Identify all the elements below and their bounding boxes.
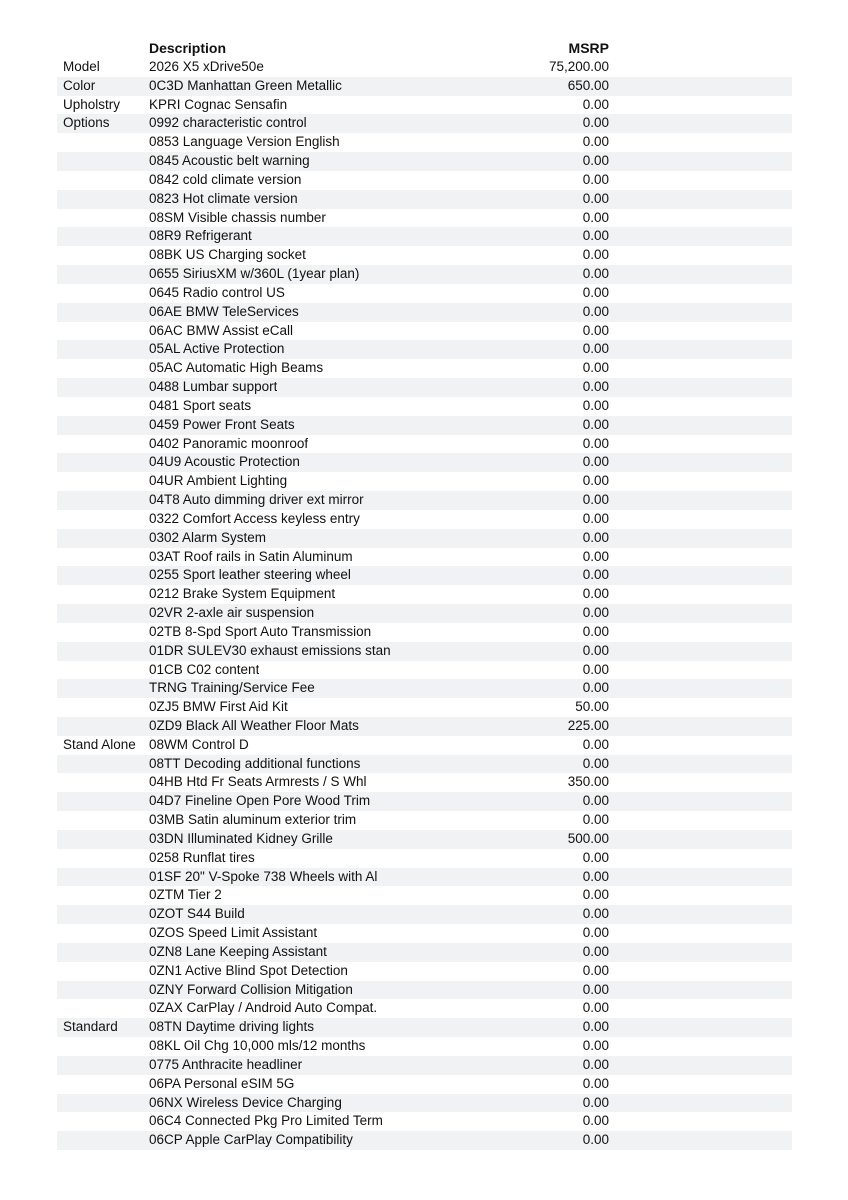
table-row — [57, 152, 792, 171]
table-row — [57, 981, 792, 1000]
msrp-cell: 0.00 — [582, 341, 609, 357]
msrp-cell: 0.00 — [582, 303, 609, 319]
table-row — [57, 529, 792, 548]
table-row — [57, 1037, 792, 1056]
description-cell: 05AL Active Protection — [149, 341, 285, 357]
msrp-cell: 0.00 — [582, 115, 609, 131]
category-cell: Standard — [63, 1019, 118, 1035]
description-cell: 04HB Htd Fr Seats Armrests / S Whl — [149, 774, 367, 790]
description-cell: 0842 cold climate version — [149, 171, 302, 187]
table-row — [57, 472, 792, 491]
description-cell: 0ZD9 Black All Weather Floor Mats — [149, 717, 359, 733]
msrp-cell: 0.00 — [582, 623, 609, 639]
table-row — [57, 1094, 792, 1113]
table-row — [57, 548, 792, 567]
table-row — [57, 246, 792, 265]
table-row — [57, 491, 792, 510]
msrp-cell: 0.00 — [582, 962, 609, 978]
table-row — [57, 755, 792, 774]
msrp-cell: 0.00 — [582, 793, 609, 809]
msrp-cell: 0.00 — [582, 435, 609, 451]
msrp-cell: 0.00 — [582, 567, 609, 583]
msrp-cell: 350.00 — [567, 774, 609, 790]
description-cell: 01SF 20" V-Spoke 738 Wheels with Al — [149, 868, 378, 884]
table-row — [57, 133, 792, 152]
msrp-cell: 0.00 — [582, 247, 609, 263]
description-cell: 06CP Apple CarPlay Compatibility — [149, 1132, 353, 1148]
table-row — [57, 265, 792, 284]
msrp-cell: 0.00 — [582, 492, 609, 508]
msrp-cell: 0.00 — [582, 548, 609, 564]
description-cell: 08SM Visible chassis number — [149, 209, 326, 225]
table-row — [57, 623, 792, 642]
msrp-cell: 0.00 — [582, 397, 609, 413]
description-cell: 06AE BMW TeleServices — [149, 303, 299, 319]
description-cell: 0992 characteristic control — [149, 115, 307, 131]
table-row — [57, 679, 792, 698]
msrp-cell: 0.00 — [582, 1075, 609, 1091]
description-cell: 0ZNY Forward Collision Mitigation — [149, 981, 353, 997]
msrp-cell: 0.00 — [582, 755, 609, 771]
msrp-cell: 0.00 — [582, 981, 609, 997]
table-row — [57, 661, 792, 680]
description-cell: 04UR Ambient Lighting — [149, 473, 288, 489]
description-cell: 0655 SiriusXM w/360L (1year plan) — [149, 266, 360, 282]
description-cell: 05AC Automatic High Beams — [149, 360, 324, 376]
table-row — [57, 698, 792, 717]
table-row — [57, 453, 792, 472]
msrp-cell: 0.00 — [582, 529, 609, 545]
msrp-cell: 0.00 — [582, 605, 609, 621]
description-cell: 0322 Comfort Access keyless entry — [149, 510, 360, 526]
description-cell: 06NX Wireless Device Charging — [149, 1094, 342, 1110]
msrp-cell: 75,200.00 — [548, 59, 609, 74]
msrp-cell: 0.00 — [582, 134, 609, 150]
table-row — [57, 77, 792, 96]
msrp-cell: 0.00 — [582, 228, 609, 244]
msrp-cell: 225.00 — [567, 717, 609, 733]
msrp-cell: 0.00 — [582, 1000, 609, 1016]
description-cell: 04T8 Auto dimming driver ext mirror — [149, 492, 364, 508]
description-cell: 0255 Sport leather steering wheel — [149, 567, 351, 583]
description-cell: 03AT Roof rails in Satin Aluminum — [149, 548, 353, 564]
msrp-cell: 0.00 — [582, 680, 609, 696]
table-row — [57, 284, 792, 303]
description-cell: 2026 X5 xDrive50e — [149, 59, 264, 74]
table-header — [57, 38, 792, 58]
msrp-cell: 0.00 — [582, 887, 609, 903]
description-cell: 03MB Satin aluminum exterior trim — [149, 812, 357, 828]
msrp-cell: 0.00 — [582, 1094, 609, 1110]
table-row — [57, 868, 792, 887]
table-row — [57, 322, 792, 341]
table-row — [57, 58, 792, 77]
description-cell: 0ZAX CarPlay / Android Auto Compat. — [149, 1000, 378, 1016]
msrp-cell: 0.00 — [582, 1038, 609, 1054]
description-cell: 0302 Alarm System — [149, 529, 267, 545]
description-cell: 04U9 Acoustic Protection — [149, 454, 300, 470]
table-row — [57, 924, 792, 943]
options-table-body — [57, 58, 792, 1150]
description-cell: 0ZJ5 BMW First Aid Kit — [149, 699, 288, 715]
table-row — [57, 1131, 792, 1150]
table-row — [57, 943, 792, 962]
table-row — [57, 510, 792, 529]
table-row — [57, 962, 792, 981]
description-cell: 02VR 2-axle air suspension — [149, 605, 315, 621]
description-cell: 06PA Personal eSIM 5G — [149, 1075, 295, 1091]
msrp-cell: 0.00 — [582, 209, 609, 225]
description-cell: 01CB C02 content — [149, 661, 260, 677]
table-row — [57, 736, 792, 755]
description-cell: 0481 Sport seats — [149, 397, 252, 413]
description-cell: 08TN Daytime driving lights — [149, 1019, 315, 1035]
description-cell: KPRI Cognac Sensafin — [149, 96, 288, 112]
table-row — [57, 604, 792, 623]
msrp-cell: 0.00 — [582, 322, 609, 338]
msrp-cell: 0.00 — [582, 96, 609, 112]
msrp-cell: 0.00 — [582, 1056, 609, 1072]
msrp-cell: 0.00 — [582, 416, 609, 432]
description-cell: 04D7 Fineline Open Pore Wood Trim — [149, 793, 371, 809]
table-row — [57, 792, 792, 811]
msrp-cell: 0.00 — [582, 284, 609, 300]
description-cell: TRNG Training/Service Fee — [149, 680, 315, 696]
table-row — [57, 171, 792, 190]
table-row — [57, 378, 792, 397]
category-cell: Model — [63, 59, 100, 74]
msrp-cell: 500.00 — [567, 830, 609, 846]
msrp-cell: 0.00 — [582, 171, 609, 187]
description-cell: 0ZOT S44 Build — [149, 906, 245, 922]
table-row — [57, 359, 792, 378]
msrp-cell: 0.00 — [582, 266, 609, 282]
description-cell: 0823 Hot climate version — [149, 190, 298, 206]
msrp-cell: 0.00 — [582, 1132, 609, 1148]
description-cell: 08WM Control D — [149, 736, 249, 752]
msrp-cell: 650.00 — [567, 77, 609, 93]
description-cell: 0775 Anthracite headliner — [149, 1056, 303, 1072]
table-row — [57, 566, 792, 585]
msrp-cell: 0.00 — [582, 473, 609, 489]
table-row — [57, 416, 792, 435]
table-row — [57, 340, 792, 359]
msrp-column-header: MSRP — [568, 40, 609, 56]
table-row — [57, 905, 792, 924]
description-cell: 08TT Decoding additional functions — [149, 755, 361, 771]
msrp-cell: 0.00 — [582, 379, 609, 395]
description-cell: 0488 Lumbar support — [149, 379, 278, 395]
msrp-cell: 0.00 — [582, 586, 609, 602]
description-cell: 02TB 8-Spd Sport Auto Transmission — [149, 623, 372, 639]
description-cell: 0ZOS Speed Limit Assistant — [149, 925, 318, 941]
msrp-cell: 0.00 — [582, 849, 609, 865]
msrp-cell: 0.00 — [582, 1019, 609, 1035]
table-row — [57, 849, 792, 868]
msrp-cell: 0.00 — [582, 190, 609, 206]
msrp-cell: 0.00 — [582, 510, 609, 526]
category-cell: Upholstry — [63, 96, 121, 112]
category-cell: Options — [63, 115, 110, 131]
description-cell: 0845 Acoustic belt warning — [149, 153, 310, 169]
table-row — [57, 209, 792, 228]
description-cell: 0853 Language Version English — [149, 134, 340, 150]
table-row — [57, 96, 792, 115]
table-row — [57, 303, 792, 322]
table-row — [57, 114, 792, 133]
msrp-cell: 0.00 — [582, 812, 609, 828]
table-row — [57, 717, 792, 736]
description-cell: 08BK US Charging socket — [149, 247, 306, 263]
description-cell: 08R9 Refrigerant — [149, 228, 252, 244]
msrp-cell: 0.00 — [582, 1113, 609, 1129]
table-row — [57, 811, 792, 830]
description-cell: 0C3D Manhattan Green Metallic — [149, 77, 342, 93]
table-row — [57, 435, 792, 454]
description-cell: 0645 Radio control US — [149, 284, 285, 300]
description-column-header: Description — [149, 40, 227, 56]
table-row — [57, 773, 792, 792]
description-cell: 06C4 Connected Pkg Pro Limited Term — [149, 1113, 383, 1129]
msrp-cell: 0.00 — [582, 925, 609, 941]
msrp-cell: 0.00 — [582, 661, 609, 677]
description-cell: 03DN Illuminated Kidney Grille — [149, 830, 333, 846]
msrp-cell: 0.00 — [582, 868, 609, 884]
table-row — [57, 999, 792, 1018]
msrp-cell: 0.00 — [582, 153, 609, 169]
table-row — [57, 1018, 792, 1037]
msrp-cell: 0.00 — [582, 642, 609, 658]
description-cell: 0ZN8 Lane Keeping Assistant — [149, 943, 327, 959]
description-cell: 01DR SULEV30 exhaust emissions stan — [149, 642, 391, 658]
table-row — [57, 642, 792, 661]
msrp-cell: 0.00 — [582, 906, 609, 922]
table-row — [57, 397, 792, 416]
msrp-cell: 0.00 — [582, 736, 609, 752]
table-row — [57, 1056, 792, 1075]
table-row — [57, 886, 792, 905]
msrp-cell: 50.00 — [575, 699, 609, 715]
price-sheet — [57, 38, 792, 1150]
description-cell: 0ZN1 Active Blind Spot Detection — [149, 962, 348, 978]
table-row — [57, 1075, 792, 1094]
table-row — [57, 830, 792, 849]
category-cell: Stand Alone — [63, 736, 136, 752]
description-cell: 0402 Panoramic moonroof — [149, 435, 309, 451]
description-cell: 0258 Runflat tires — [149, 849, 255, 865]
description-cell: 0212 Brake System Equipment — [149, 586, 336, 602]
table-row — [57, 227, 792, 246]
description-cell: 06AC BMW Assist eCall — [149, 322, 294, 338]
description-cell: 0ZTM Tier 2 — [149, 887, 222, 903]
description-cell: 08KL Oil Chg 10,000 mls/12 months — [149, 1038, 366, 1054]
table-row — [57, 1112, 792, 1131]
table-row — [57, 585, 792, 604]
msrp-cell: 0.00 — [582, 943, 609, 959]
msrp-cell: 0.00 — [582, 360, 609, 376]
description-cell: 0459 Power Front Seats — [149, 416, 295, 432]
table-row — [57, 190, 792, 209]
category-cell: Color — [63, 77, 96, 93]
msrp-cell: 0.00 — [582, 454, 609, 470]
